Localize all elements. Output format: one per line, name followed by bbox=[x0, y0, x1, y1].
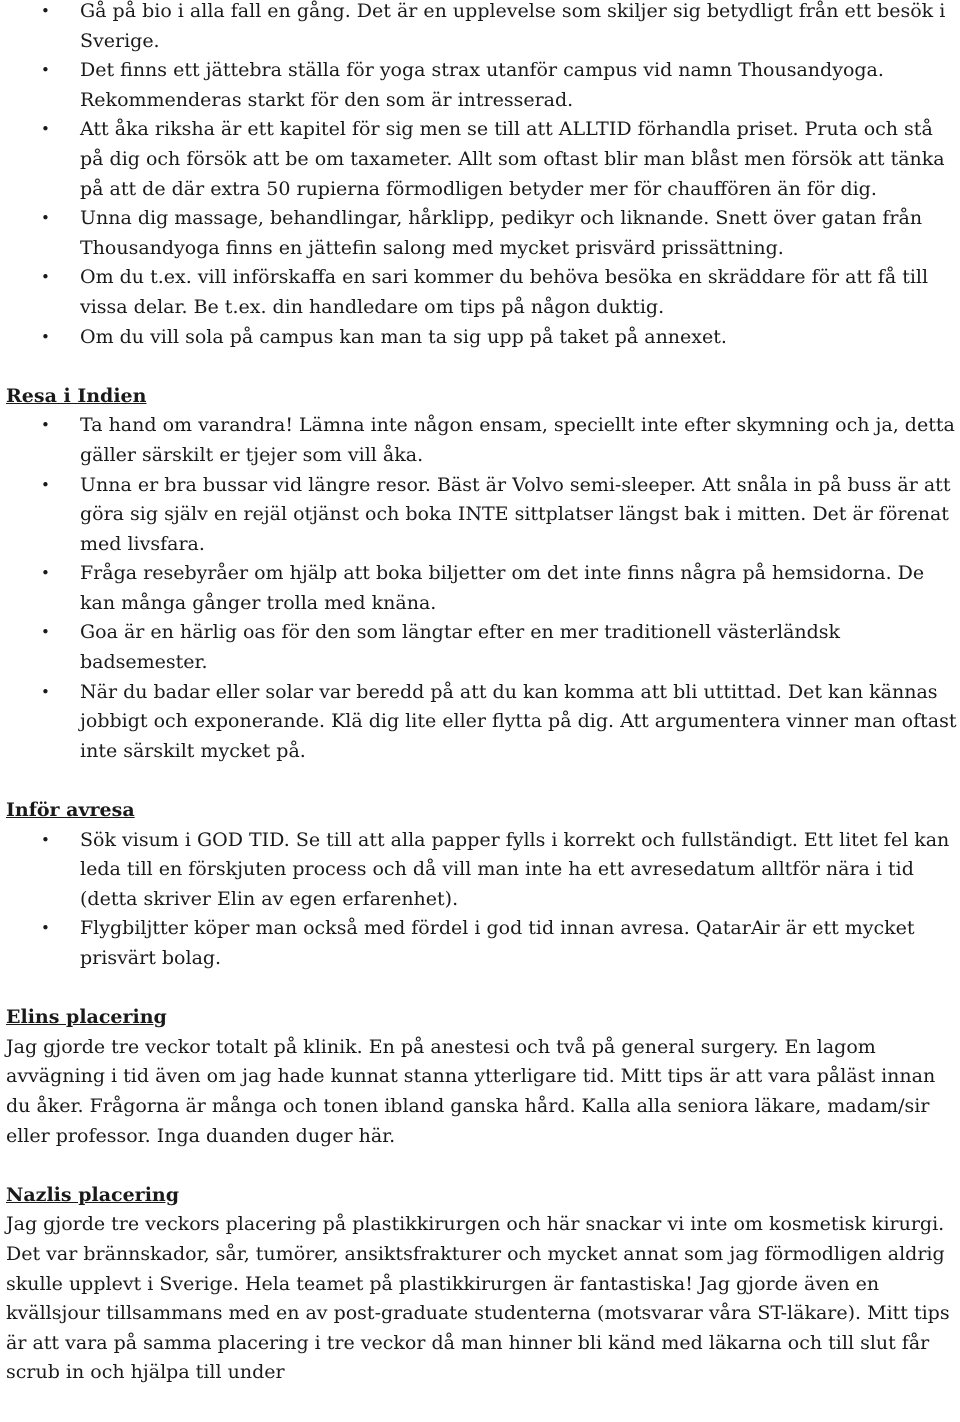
bullet-icon: • bbox=[41, 209, 50, 228]
bullet-icon: • bbox=[41, 268, 50, 287]
section-spacer bbox=[6, 766, 960, 796]
list-item bbox=[6, 0, 960, 56]
section-heading-nazli: Nazlis placering bbox=[6, 1183, 180, 1206]
list-item bbox=[6, 323, 960, 353]
list-item bbox=[6, 678, 960, 767]
list-item-text: Ta hand om varandra! Lämna inte någon ensam, speciellt inte efter skymning och ja, detta gäller särskilt er tjejer som vill åka. bbox=[80, 414, 955, 466]
bullet-icon: • bbox=[41, 830, 50, 849]
section-spacer bbox=[6, 974, 960, 1004]
list-item-text: När du badar eller solar var beredd på att du kan komma att bli uttittad. Det kan kännas jobbigt och exponerande. Klä dig lite eller flytta på dig. Att argumentera vinner man oftast inte särskilt mycket på. bbox=[80, 680, 957, 762]
resa-list bbox=[6, 411, 960, 766]
list-item-text: Sök visum i GOD TID. Se till att alla papper fylls i korrekt och fullständigt. Ett litet fel kan leda till en förskjuten process och då vill man inte ha ett avresedatum alltför nära i tid (detta skriver Elin av egen erfarenhet). bbox=[80, 828, 950, 910]
bullet-icon: • bbox=[41, 416, 50, 435]
section-heading-elin: Elins placering bbox=[6, 1006, 167, 1029]
bullet-icon: • bbox=[41, 623, 50, 642]
list-item-text: Unna er bra bussar vid längre resor. Bäst är Volvo semi-sleeper. Att snåla in på buss är att göra sig själv en rejäl otjänst och boka INTE sittplatser längst bak i mitten. Det är förenat med livsfara. bbox=[80, 473, 951, 555]
nazli-paragraph: Jag gjorde tre veckors placering på plastikkirurgen och här snackar vi inte om kosmetisk kirurgi. Det var brännskador, sår, tumörer, ansiktsfrakturer och mycket annat som jag förmodligen aldrig skulle upplevt i Sverige. Hela teamet på plastikkirurgen är fantastiska! Jag gjorde även en kvällsjour tillsammans med en av post-graduate studenterna (motsvarar våra ST-läkare). Mitt tips är att vara på samma placering i tre veckor då man hinner bli känd med läkarna och till slut får scrub in och hjälpa till under bbox=[6, 1213, 950, 1384]
bullet-icon: • bbox=[41, 475, 50, 494]
list-item-text: Gå på bio i alla fall en gång. Det är en upplevelse som skiljer sig betydligt från ett besök i Sverige. bbox=[80, 0, 946, 52]
list-item-text: Goa är en härlig oas för den som längtar efter en mer traditionell västerländsk badsemester. bbox=[80, 621, 841, 674]
infor-list bbox=[6, 826, 960, 974]
bullet-icon: • bbox=[41, 61, 50, 80]
list-item-text: Om du vill sola på campus kan man ta sig upp på taket på annexet. bbox=[80, 325, 727, 348]
list-item bbox=[6, 471, 960, 560]
list-item bbox=[6, 204, 960, 263]
section-heading-resa: Resa i Indien bbox=[6, 384, 147, 407]
bullet-icon: • bbox=[41, 682, 50, 701]
bullet-icon: • bbox=[41, 327, 50, 346]
bullet-icon: • bbox=[41, 919, 50, 938]
bullet-icon: • bbox=[41, 564, 50, 583]
list-item-text: Fråga resebyråer om hjälp att boka biljetter om det inte finns några på hemsidorna. De kan många gånger trolla med knäna. bbox=[80, 562, 925, 614]
list-item bbox=[6, 914, 960, 973]
list-item bbox=[6, 618, 960, 677]
list-item bbox=[6, 263, 960, 322]
list-item bbox=[6, 559, 960, 618]
tips-list bbox=[6, 0, 960, 352]
bullet-icon: • bbox=[41, 2, 50, 20]
list-item-text: Att åka riksha är ett kapitel för sig men se till att ALLTID förhandla priset. Pruta och stå på dig och försök att be om taxameter. Allt som oftast blir man blåst men försök att tänka på att de där extra 50 rupierna förmodligen betyder mer för chauffören än för dig. bbox=[80, 118, 945, 200]
elin-paragraph: Jag gjorde tre veckor totalt på klinik. En på anestesi och två på general surgery. En lagom avvägning i tid även om jag hade kunnat stanna ytterligare tid. Mitt tips är att vara påläst innan du åker. Frågorna är många och tonen ibland ganska hård. Kalla alla seniora läkare, madam/sir eller professor. Inga duanden duger här. bbox=[6, 1035, 936, 1147]
section-spacer bbox=[6, 352, 960, 382]
list-item bbox=[6, 826, 960, 915]
document-page bbox=[6, 0, 960, 1388]
bullet-icon: • bbox=[41, 120, 50, 139]
list-item bbox=[6, 115, 960, 204]
list-item-text: Om du t.ex. vill införskaffa en sari kommer du behöva besöka en skräddare för att få till vissa delar. Be t.ex. din handledare om tips på någon duktig. bbox=[80, 266, 929, 318]
list-item bbox=[6, 56, 960, 115]
list-item-text: Unna dig massage, behandlingar, hårklipp, pedikyr och liknande. Snett över gatan från Thousandyoga finns en jättefin salong med mycket prisvärd prissättning. bbox=[80, 207, 923, 259]
section-spacer bbox=[6, 1151, 960, 1181]
list-item bbox=[6, 411, 960, 470]
list-item-text: Det finns ett jättebra ställa för yoga strax utanför campus vid namn Thousandyoga. Rekommenderas starkt för den som är intresserad. bbox=[80, 59, 884, 111]
list-item-text: Flygbiljtter köper man också med fördel i god tid innan avresa. QatarAir är ett mycket prisvärt bolag. bbox=[80, 917, 915, 969]
section-heading-infor: Inför avresa bbox=[6, 799, 135, 822]
